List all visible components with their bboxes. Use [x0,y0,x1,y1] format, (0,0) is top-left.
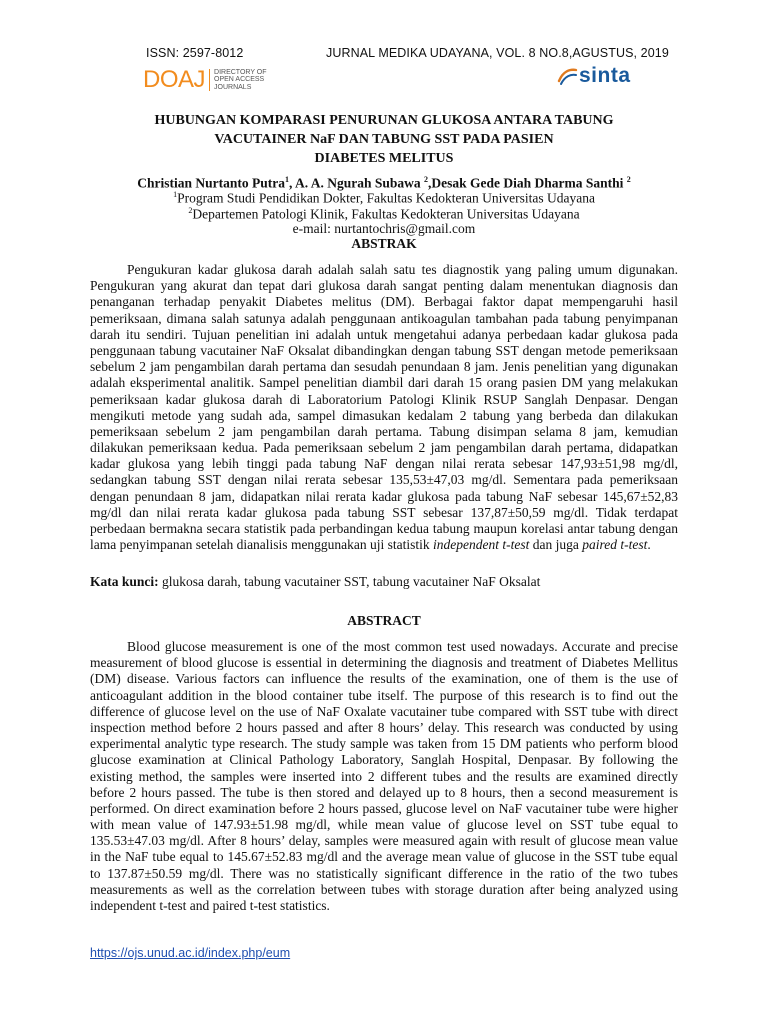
abstract-line: difference of glucose level on the use of NaF Oxalate vacutainer tube compared with SST tube with direct [90,703,678,719]
sinta-logo-word: sinta [579,64,631,87]
issn-text: ISSN: 2597-8012 [146,46,244,60]
affiliation-marker: 1 [173,190,178,199]
abstract-line: before 2 hours passed. The tube is then stored and delayed up to 8 hours, then a second measurement is [90,784,678,800]
title-line: DIABETES MELITUS [314,151,454,166]
abstract-line: measurements as well as the correlation between tubes with storage duration after being analyzed using [90,881,678,897]
author-email: e-mail: nurtantochris@gmail.com [292,221,476,236]
abstrak-italic-term: paired t-test [582,537,648,553]
abstrak-line: kadar glukosa yang lebih tinggi pada tabung NaF dengan nilai rerata sebesar 147,93±51,98 mg/dl, [90,456,678,472]
abstract-heading: ABSTRACT [347,613,421,628]
abstract-line: existing method, the samples were inserted into 2 different tubes and the results are examined directly [90,768,678,784]
paper-title [100,111,668,168]
abstract-line: to 137.87±50.59 mg/dl. There was no statistically significant difference in the ratio of the two tubes [90,865,678,881]
abstract-line: with mean value of 147.93±51.98 mg/dl, while mean value of glucose level on SST tube equal to [90,817,678,833]
abstrak-last-line [90,537,678,553]
abstract-line: performed. On direct examination before 2 hours passed, glucose level on NaF vacutainer tube were higher [90,800,678,816]
keywords [90,574,540,590]
doaj-logo [143,66,267,94]
abstrak-line: sedangkan tabung SST dengan nilai rerata sebesar 135,53±47,03 mg/dl. Sementara pada pemeriksaan [90,472,678,488]
affiliation-text: Program Studi Pendidikan Dokter, Fakultas Kedokteran Universitas Udayana [177,190,595,206]
author-affiliation-marker: 1 [284,175,289,184]
abstrak-line: penggunaan tabung vacutainer NaF Oksalat dibandingkan dengan tabung SST dengan metode pemeriksaan [90,342,678,358]
abstract-line: glucose examination at Clinical Pathology Laboratory, Sanglah Hospital, Denpasar. By following the [90,752,678,768]
author-name: Christian Nurtanto Putra [137,175,285,191]
abstrak-line: pemeriksaan, dimana salah satunya adalah penggunaan antikoagulan tambahan pada tabung penyimpanan [90,310,678,326]
affiliation-1 [90,190,678,207]
affiliation-marker: 2 [188,206,193,215]
keywords-label: Kata kunci: [90,574,159,589]
abstrak-line: Pengukuran yang akurat dan tepat dari glukosa darah sangat penting dalam menentukan diagnosis dan [90,278,678,294]
abstrak-text: lama penyimpanan setelah dianalisis menggunakan uji statistik [90,537,434,553]
abstrak-line: perbedaan bermakna secara statistik pada perbandingan kedua tabung maupun korelasi antar tabung dengan [90,521,678,536]
author-name: A. A. Ngurah Subawa [294,175,425,191]
sinta-swoosh-icon [556,65,578,87]
journal-header: JURNAL MEDIKA UDAYANA, VOL. 8 NO.8,AGUSTUS, 2019 [326,46,669,60]
abstrak-line: darah itu sendiri. Tujuan penelitian ini adalah untuk mengetahui adanya perbedaan kadar glukosa pada [90,326,678,342]
abstrak-line: mg/dl dan nilai rerata kadar glukosa pada tabung SST sebesar 137,87±50,59 mg/dl. Tidak terdapat [90,504,678,520]
doaj-logo-divider [209,69,210,91]
abstrak-line: pemeriksaan sebelum 2 jam pengambilan darah pertama. Tabung disimpan selama 8 jam, kemudian [90,423,678,439]
abstrak-body [90,262,678,553]
abstract-line: Blood glucose measurement is one of the most common test used nowadays. Accurate and precise [127,639,678,654]
doaj-logo-word: DOAJ [143,66,206,93]
journal-url-link[interactable]: https://ojs.unud.ac.id/index.php/eum [90,946,291,960]
author-name: Desak Gede Diah Dharma Santhi [431,175,627,191]
abstrak-text: . [647,537,651,553]
abstrak-line: sebelum 2 jam pengambilan darah pertama dan sesudah penundaan 8 jam. Jenis penelitian yang digunakan [90,359,678,375]
abstrak-text: dan juga [529,537,583,553]
author-affiliation-marker: 2 [424,175,429,184]
keywords-text: glukosa darah, tabung vacutainer SST, tabung vacutainer NaF Oksalat [158,574,541,589]
abstrak-line: pemeriksaan kadar glukosa darah di Laboratorium Patologi Klinik RSUP Sanglah Denpasar. Dengan [90,391,678,407]
abstrak-line: penanganan terhadap penyakit Diabetes melitus (DM). Berbagai faktor dapat mempengaruhi hasil [90,294,678,310]
title-line: HUBUNGAN KOMPARASI PENURUNAN GLUKOSA ANTARA TABUNG [154,113,614,128]
abstrak-line: dilakukan pemeriksaan kedua. Pada pemeriksaan sebelum 2 jam pengambilan darah pertama, didapatkan [90,440,678,456]
abstract-body [90,639,678,914]
abstract-line: (DM) disease. Various factors can influence the results of the examination, one of them is the use of [90,671,678,687]
abstract-line: measurement of blood glucose is essential in determining the diagnosis and treatment of Diabetes Mellitus [90,655,678,671]
author-separator: , [288,175,295,191]
abstract-line: anticoagulant addition in the blood container tube itself. The purpose of this research is to find out the [90,687,678,703]
abstrak-line: adalah eksperimental analitik. Sampel penelitian diambil dari darah 15 orang pasien DM yang melakukan [90,375,678,391]
author-affiliation-marker: 2 [626,175,631,184]
title-line: VACUTAINER NaF DAN TABUNG SST PADA PASIEN [214,132,554,147]
abstract-line: in the NaF tube equal to 145.67±52.83 mg/dl and the average mean value of glucose in the SST tube equal [90,849,678,865]
abstract-line: independent t-test and paired t-test statistics. [90,898,330,913]
abstrak-line: Pengukuran kadar glukosa darah adalah salah satu tes diagnostik yang paling umum digunakan. [127,262,678,277]
author-separator: , [428,175,432,191]
doaj-logo-subtitle: DIRECTORY OF OPEN ACCESS JOURNALS [214,68,267,91]
abstrak-italic-term: independent t-test [433,537,530,553]
abstrak-line: mengikuti metode yang sudah ada, sampel dimasukan kedalam 2 tabung yang berbeda dan dilakukan [90,407,678,423]
abstrak-heading: ABSTRAK [351,236,417,251]
abstract-line: experimental analytic type research. The study sample was taken from 15 DM patients who perform blood [90,736,678,752]
sinta-logo [556,64,631,88]
abstrak-line: dengan penundaan 8 jam, didapatkan nilai rerata kadar glukosa pada tabung NaF sebesar 145,67±52,83 [90,488,678,504]
affiliation-text: Departemen Patologi Klinik, Fakultas Kedokteran Universitas Udayana [192,206,580,222]
abstract-line: inspection method before 2 hours passed and after 8 hours’ delay. This research was conducted by using [90,719,678,735]
abstract-line: 135.53±47.03 mg/dl. After 8 hours’ delay, samples were measured again with result of glucose mean value [90,833,678,849]
